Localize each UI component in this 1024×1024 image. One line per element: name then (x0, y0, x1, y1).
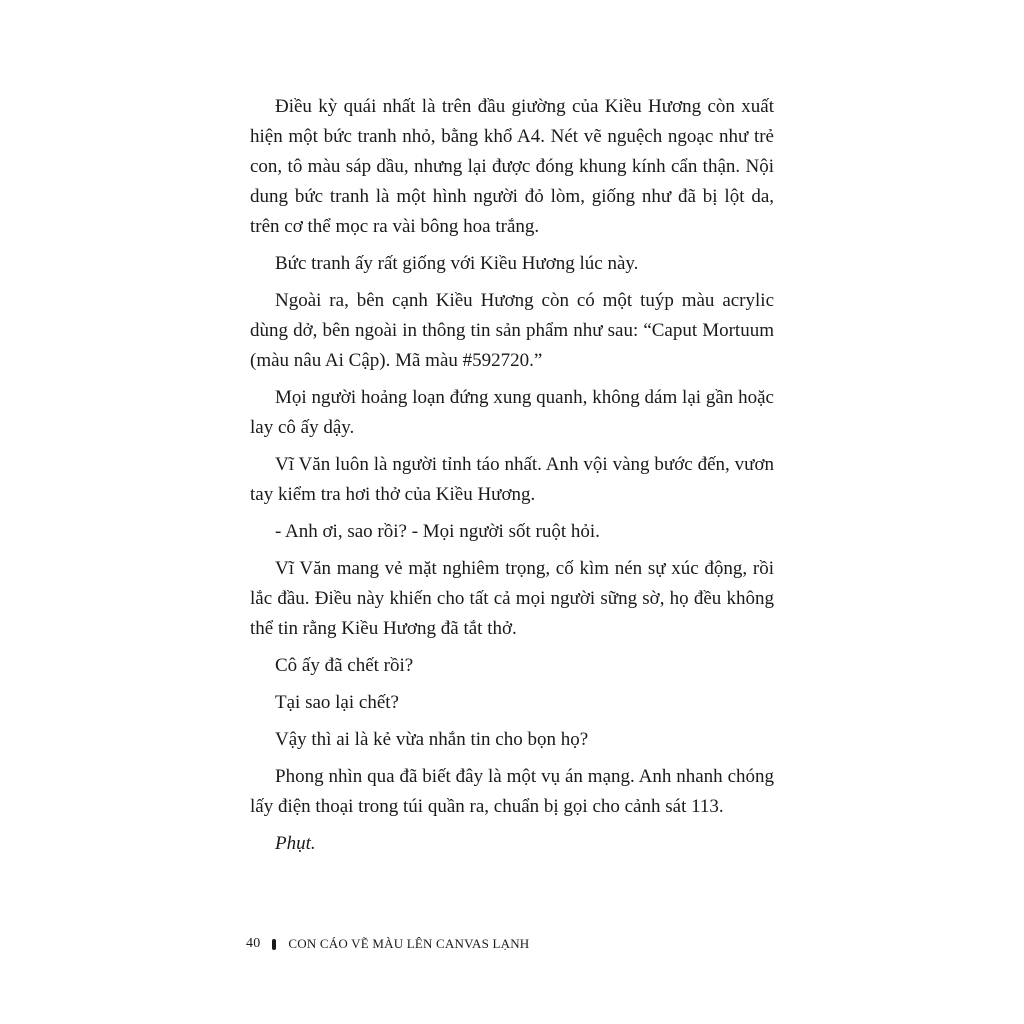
page-body (250, 92, 774, 866)
paragraph-italic: Phụt. (275, 833, 316, 854)
paragraph: Điều kỳ quái nhất là trên đầu giường của Kiều Hương còn xuất hiện một bức tranh nhỏ, bằng khổ A4. Nét vẽ nguệch ngoạc như trẻ con, tô màu sáp dầu, nhưng lại được đóng khung kính cẩn thận. Nội dung bức tranh là một hình người đỏ lòm, giống như đã bị lột da, trên cơ thể mọc ra vài bông hoa trắng. (250, 96, 774, 237)
paragraph: Cô ấy đã chết rồi? (275, 655, 414, 676)
paragraph: Vĩ Văn luôn là người tỉnh táo nhất. Anh vội vàng bước đến, vươn tay kiểm tra hơi thở của Kiều Hương. (250, 454, 774, 505)
paragraph: Vậy thì ai là kẻ vừa nhắn tin cho bọn họ? (275, 729, 589, 750)
paragraph: Mọi người hoảng loạn đứng xung quanh, không dám lại gần hoặc lay cô ấy dậy. (250, 387, 774, 438)
running-title: CON CÁO VẼ MÀU LÊN CANVAS LẠNH (288, 936, 530, 951)
paragraph: Vĩ Văn mang vẻ mặt nghiêm trọng, cố kìm nén sự xúc động, rồi lắc đầu. Điều này khiến cho tất cả mọi người sững sờ, họ đều không thể tin rằng Kiều Hương đã tắt thở. (250, 558, 774, 639)
paragraph: - Anh ơi, sao rồi? - Mọi người sốt ruột hỏi. (275, 521, 600, 542)
page-number: 40 (246, 936, 261, 951)
paragraph: Ngoài ra, bên cạnh Kiều Hương còn có một tuýp màu acrylic dùng dở, bên ngoài in thông tin sản phẩm như sau: “Caput Mortuum (màu nâu Ai Cập). Mã màu #592720.” (250, 290, 774, 371)
paragraph: Tại sao lại chết? (275, 692, 399, 713)
paragraph: Phong nhìn qua đã biết đây là một vụ án mạng. Anh nhanh chóng lấy điện thoại trong túi quần ra, chuẩn bị gọi cho cảnh sát 113. (250, 766, 774, 817)
paragraph: Bức tranh ấy rất giống với Kiều Hương lúc này. (275, 253, 639, 274)
ornament-icon (272, 939, 276, 950)
page-footer (246, 936, 529, 952)
